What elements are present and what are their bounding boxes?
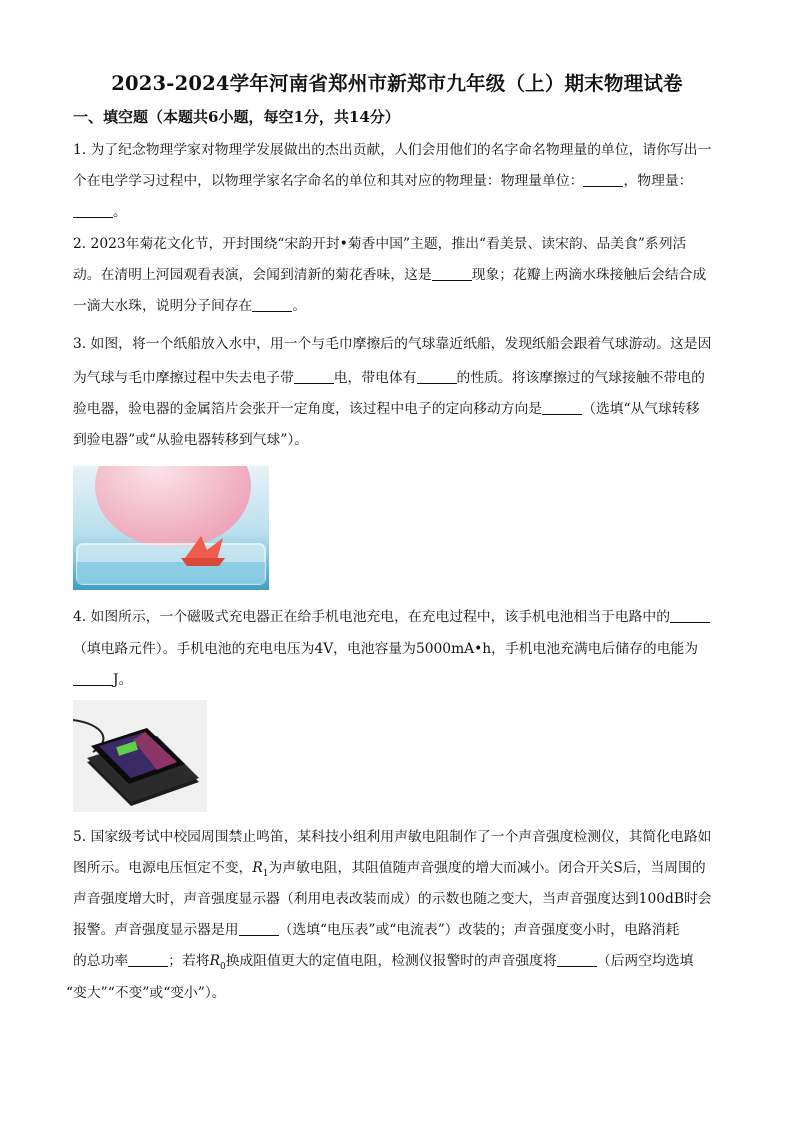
q2-blank-2[interactable]: [252, 297, 292, 312]
q5-blank-3[interactable]: [557, 952, 597, 967]
q1-line-2: 个在电学学习过程中，以物理学家名字命名的单位和其对应的物理量：物理量单位： ，物理量：: [73, 173, 693, 189]
q4-blank-1[interactable]: [670, 608, 710, 623]
q5-line-2: 图所示。电源电压恒定不变，$R_1$为声敏电阻，其阻值随声音强度的增大而减小。闭合开关S后，当周围的: [73, 860, 706, 879]
page-title: 2023-2024学年河南省郑州市新郑市九年级（上）期末物理试卷: [111, 72, 683, 95]
q5-blank-2[interactable]: [128, 952, 168, 967]
q1-blank-2[interactable]: [73, 203, 113, 218]
q4-line-2: （填电路元件）。手机电池的充电电压为4V，电池容量为5000mA•h，手机电池充满电后储存的电能为: [73, 641, 699, 657]
q1-line-1: 1. 为了纪念物理学家对物理学发展做出的杰出贡献，人们会用他们的名字命名物理量的单位，请你写出一: [73, 142, 712, 158]
q5-line-1: 5. 国家级考试中校园周围禁止鸣笛，某科技小组利用声敏电阻制作了一个声音强度检测仪，其简化电路如: [73, 829, 712, 845]
q2-line-3: 一滴大水珠，说明分子间存在 。: [73, 298, 307, 314]
q1-line-3: 。: [73, 202, 723, 222]
q3-blank-3[interactable]: [542, 400, 582, 415]
q5-line-3: 声音强度增大时，声音强度显示器（利用电表改装而成）的示数也随之变大，当声音强度达到100dB时会: [73, 891, 712, 907]
q5-blank-1[interactable]: [239, 921, 279, 936]
q5-line-6: “变大”“不变”或“变小”）。: [66, 985, 226, 1001]
q3-line-4: 到验电器”或“从验电器转移到气球”）。: [73, 432, 309, 448]
balloon-boat-photo: [73, 466, 269, 590]
section-heading: 一、填空题（本题共6小题，每空1分，共14分）: [73, 108, 400, 126]
q4-blank-2[interactable]: [73, 671, 113, 686]
q2-blank-1[interactable]: [432, 266, 472, 281]
q2-line-1: 2. 2023年菊花文化节，开封围绕“宋韵开封•菊香中国”主题，推出“看美景、读宋韵、品美食”系列活: [73, 236, 687, 252]
q2-line-2: 动。在清明上河园观看表演，会闻到清新的菊花香味，这是 现象；花瓣上两滴水珠接触后会结合成: [73, 267, 707, 283]
q5-line-4: 报警。声音强度显示器是用 （选填“电压表”或“电流表”）改装的；声音强度变小时，电路消耗: [73, 922, 680, 938]
q3-blank-2[interactable]: [417, 369, 457, 384]
q3-line-3: 验电器，验电器的金属箔片会张开一定角度，该过程中电子的定向移动方向是 （选填“从气球转移: [73, 401, 700, 417]
q3-line-1: 3. 如图，将一个纸船放入水中，用一个与毛巾摩擦后的气球靠近纸船，发现纸船会跟着气球游动。这是因: [73, 336, 712, 352]
q3-blank-1[interactable]: [294, 369, 334, 384]
wireless-charger-photo: [73, 700, 207, 812]
q4-line-3: J。: [73, 670, 723, 690]
q1-blank-1[interactable]: [583, 172, 623, 187]
q5-line-5: 的总功率 ；若将$R_0$换成阻值更大的定值电阻，检测仪报警时的声音强度将 （后两空均选填: [73, 953, 694, 972]
q4-line-1: 4. 如图所示，一个磁吸式充电器正在给手机电池充电，在充电过程中，该手机电池相当于电路中的: [73, 607, 723, 627]
q3-line-2: 为气球与毛巾摩擦过程中失去电子带 电，带电体有 的性质。将该摩擦过的气球接触不带电的: [73, 370, 705, 386]
